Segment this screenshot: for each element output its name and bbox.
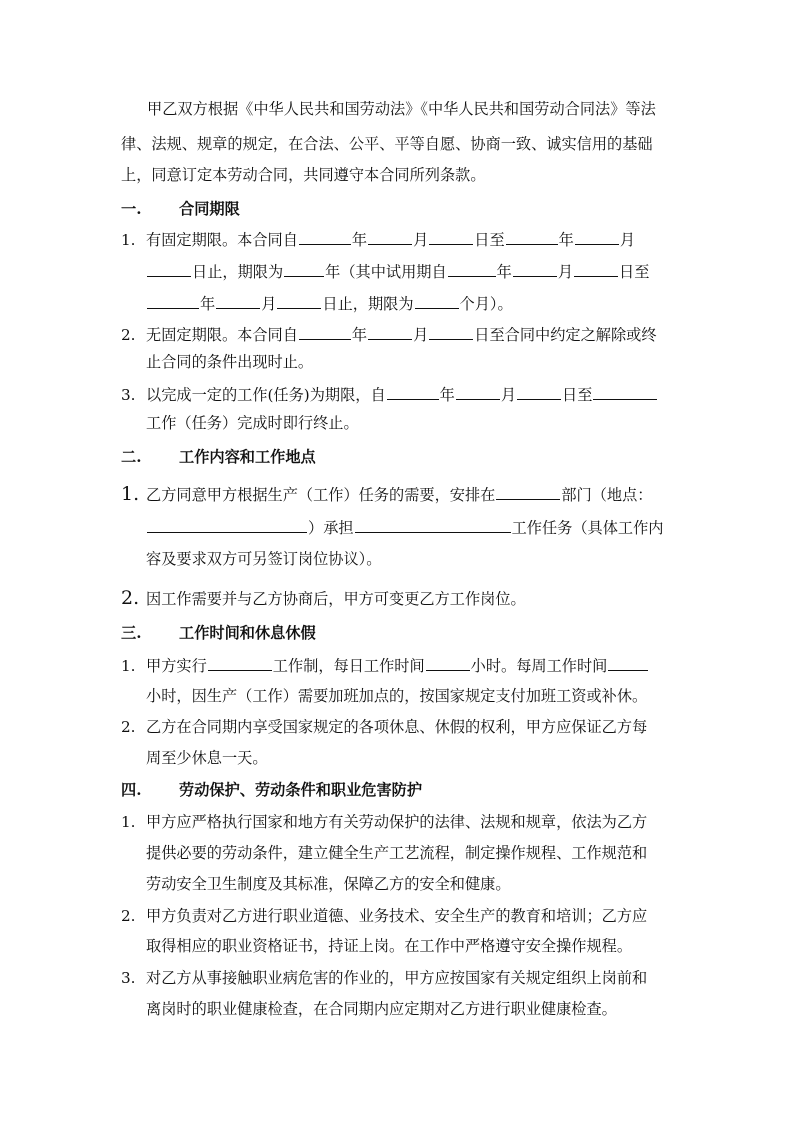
- section-1-heading: [121, 199, 240, 219]
- intro-line-1: [147, 99, 656, 119]
- item-text: 月: [557, 263, 573, 281]
- item-text: 部门（地点：: [561, 486, 653, 504]
- s4-item-2-line-1: [121, 906, 647, 926]
- blank-field[interactable]: [575, 230, 619, 245]
- s1-item-2-line-1: [121, 325, 657, 345]
- s3-item-2-line-2: [146, 748, 268, 768]
- item-text: 乙方同意甲方根据生产（工作）任务的需要，安排在: [146, 486, 496, 504]
- s1-item-2-line-2: [146, 352, 313, 372]
- item-text: 月: [413, 231, 429, 249]
- item-text: 劳动安全卫生制度及其标准，保障乙方的安全和健康。: [146, 875, 511, 893]
- item-text: 工作任务（具体工作内: [511, 519, 664, 537]
- s4-item-1-line-3: [146, 874, 511, 894]
- blank-field[interactable]: [208, 656, 272, 671]
- section-number: 二.: [121, 448, 142, 466]
- item-text: 离岗时的职业健康检查，在合同期内应定期对乙方进行职业健康检查。: [146, 1000, 617, 1018]
- item-text: 日至: [619, 263, 650, 281]
- intro-text: 甲乙双方根据《中华人民共和国劳动法》《中华人民共和国劳动合同法》等法: [147, 100, 656, 118]
- item-text: 提供必要的劳动条件，建立健全生产工艺流程，制定操作规程、工作规范和: [146, 844, 648, 862]
- blank-field[interactable]: [299, 325, 351, 340]
- s4-item-3-line-1: [121, 968, 647, 988]
- section-4-heading: [121, 780, 422, 800]
- s2-item-1-line-1: [121, 484, 652, 505]
- s1-item-3-line-2: [146, 413, 359, 433]
- item-number: 3.: [121, 386, 136, 404]
- section-number: 三.: [121, 624, 142, 642]
- blank-field[interactable]: [496, 485, 560, 500]
- item-text: 日止，期限为: [192, 263, 284, 281]
- section-title: 劳动保护、劳动条件和职业危害防护: [179, 781, 422, 799]
- s4-item-1-line-2: [146, 843, 647, 863]
- item-text: 年: [351, 326, 368, 344]
- item-text: 甲方实行: [146, 657, 207, 675]
- s1-item-1-line-2: [146, 262, 649, 282]
- item-text: 月: [413, 326, 429, 344]
- item-text: 日至: [474, 231, 505, 249]
- section-number: 一.: [121, 200, 142, 218]
- item-text: 乙方在合同期内享受国家规定的各项休息、休假的权利，甲方应保证乙方每: [146, 718, 648, 736]
- item-text: 年（其中试用期自: [325, 263, 447, 281]
- blank-field[interactable]: [387, 385, 439, 400]
- item-number: 2.: [121, 907, 136, 925]
- item-number: 2.: [121, 587, 140, 609]
- item-text: 小时，因生产（工作）需要加班加点的，按国家规定支付加班工资或补休。: [146, 687, 648, 705]
- item-number: 1.: [121, 657, 136, 675]
- s3-item-1-line-1: [121, 656, 649, 676]
- item-text: 工作（任务）完成时即行终止。: [146, 414, 359, 432]
- blank-field[interactable]: [448, 262, 496, 277]
- item-text: 年: [496, 263, 512, 281]
- blank-field[interactable]: [355, 518, 511, 533]
- item-text: 小时。每周工作时间: [470, 657, 608, 675]
- blank-field[interactable]: [608, 656, 648, 671]
- section-2-heading: [121, 447, 316, 467]
- item-text: 月: [261, 295, 277, 313]
- s2-item-2-line-1: [121, 588, 526, 609]
- item-number: 2.: [121, 718, 136, 736]
- item-text: 甲方应严格执行国家和地方有关劳动保护的法律、法规和规章，依法为乙方: [146, 813, 648, 831]
- item-number: 1.: [121, 231, 136, 249]
- blank-field[interactable]: [284, 262, 324, 277]
- section-title: 合同期限: [179, 200, 240, 218]
- s4-item-2-line-2: [146, 936, 632, 956]
- blank-field[interactable]: [426, 656, 470, 671]
- blank-field[interactable]: [147, 518, 307, 533]
- s3-item-2-line-1: [121, 717, 647, 737]
- blank-field[interactable]: [415, 294, 459, 309]
- s4-item-3-line-2: [146, 999, 617, 1019]
- s1-item-1-line-1: [121, 230, 635, 250]
- s1-item-1-line-3: [146, 294, 513, 314]
- blank-field[interactable]: [506, 230, 558, 245]
- item-text: 有固定期限。本合同自: [146, 231, 298, 249]
- blank-field[interactable]: [574, 262, 618, 277]
- blank-field[interactable]: [368, 230, 412, 245]
- s1-item-3-line-1: [121, 385, 658, 405]
- blank-field[interactable]: [456, 385, 500, 400]
- item-text: 无固定期限。本合同自: [146, 326, 298, 344]
- blank-field[interactable]: [517, 385, 561, 400]
- item-number: 2.: [121, 326, 136, 344]
- section-title: 工作内容和工作地点: [179, 448, 316, 466]
- item-text: 日至: [562, 386, 593, 404]
- section-number: 四.: [121, 781, 142, 799]
- section-3-heading: [121, 623, 316, 643]
- item-text: 日止，期限为: [322, 295, 414, 313]
- intro-text: 律、法规、规章的规定，在合法、公平、平等自愿、协商一致、诚实信用的基础: [121, 135, 653, 153]
- item-text: 年: [439, 386, 455, 404]
- item-text: 日至合同中约定之解除或终: [474, 326, 657, 344]
- intro-line-3: [121, 165, 486, 185]
- item-text: 年: [351, 231, 368, 249]
- item-number: 1.: [121, 813, 136, 831]
- s3-item-1-line-2: [146, 686, 647, 706]
- item-text: 取得相应的职业资格证书，持证上岗。在工作中严格遵守安全操作规程。: [146, 937, 632, 955]
- item-number: 1.: [121, 483, 140, 505]
- item-text: 止合同的条件出现时止。: [146, 353, 314, 371]
- item-text: 个月）。: [459, 295, 513, 313]
- item-text: 工作制，每日工作时间: [272, 657, 425, 675]
- item-text: 容及要求双方可另签订岗位协议）。: [146, 550, 382, 568]
- item-text: 年: [200, 295, 216, 313]
- item-text: 甲方负责对乙方进行职业道德、业务技术、安全生产的教育和培训；乙方应: [146, 907, 648, 925]
- item-text: ）承担: [308, 519, 354, 537]
- s4-item-1-line-1: [121, 812, 647, 832]
- section-title: 工作时间和休息休假: [179, 624, 316, 642]
- item-text: 月: [619, 231, 635, 249]
- s2-item-1-line-3: [146, 549, 381, 569]
- item-number: 3.: [121, 969, 136, 987]
- blank-field[interactable]: [513, 262, 557, 277]
- item-text: 年: [558, 231, 574, 249]
- intro-text: 上，同意订定本劳动合同，共同遵守本合同所列条款。: [121, 166, 486, 184]
- blank-field[interactable]: [593, 385, 657, 400]
- blank-field[interactable]: [368, 325, 412, 340]
- blank-field[interactable]: [277, 294, 321, 309]
- blank-field[interactable]: [147, 294, 199, 309]
- blank-field[interactable]: [216, 294, 260, 309]
- item-text: 因工作需要并与乙方协商后，甲方可变更乙方工作岗位。: [146, 590, 526, 608]
- blank-field[interactable]: [299, 230, 351, 245]
- item-text: 对乙方从事接触职业病危害的作业的，甲方应按国家有关规定组织上岗前和: [146, 969, 648, 987]
- blank-field[interactable]: [429, 325, 473, 340]
- intro-line-2: [121, 134, 653, 154]
- blank-field[interactable]: [429, 230, 473, 245]
- s2-item-1-line-2: [146, 518, 663, 538]
- item-text: 周至少休息一天。: [146, 749, 268, 767]
- blank-field[interactable]: [147, 262, 191, 277]
- item-text: 以完成一定的工作(任务)为期限，自: [146, 386, 386, 404]
- item-text: 月: [500, 386, 517, 404]
